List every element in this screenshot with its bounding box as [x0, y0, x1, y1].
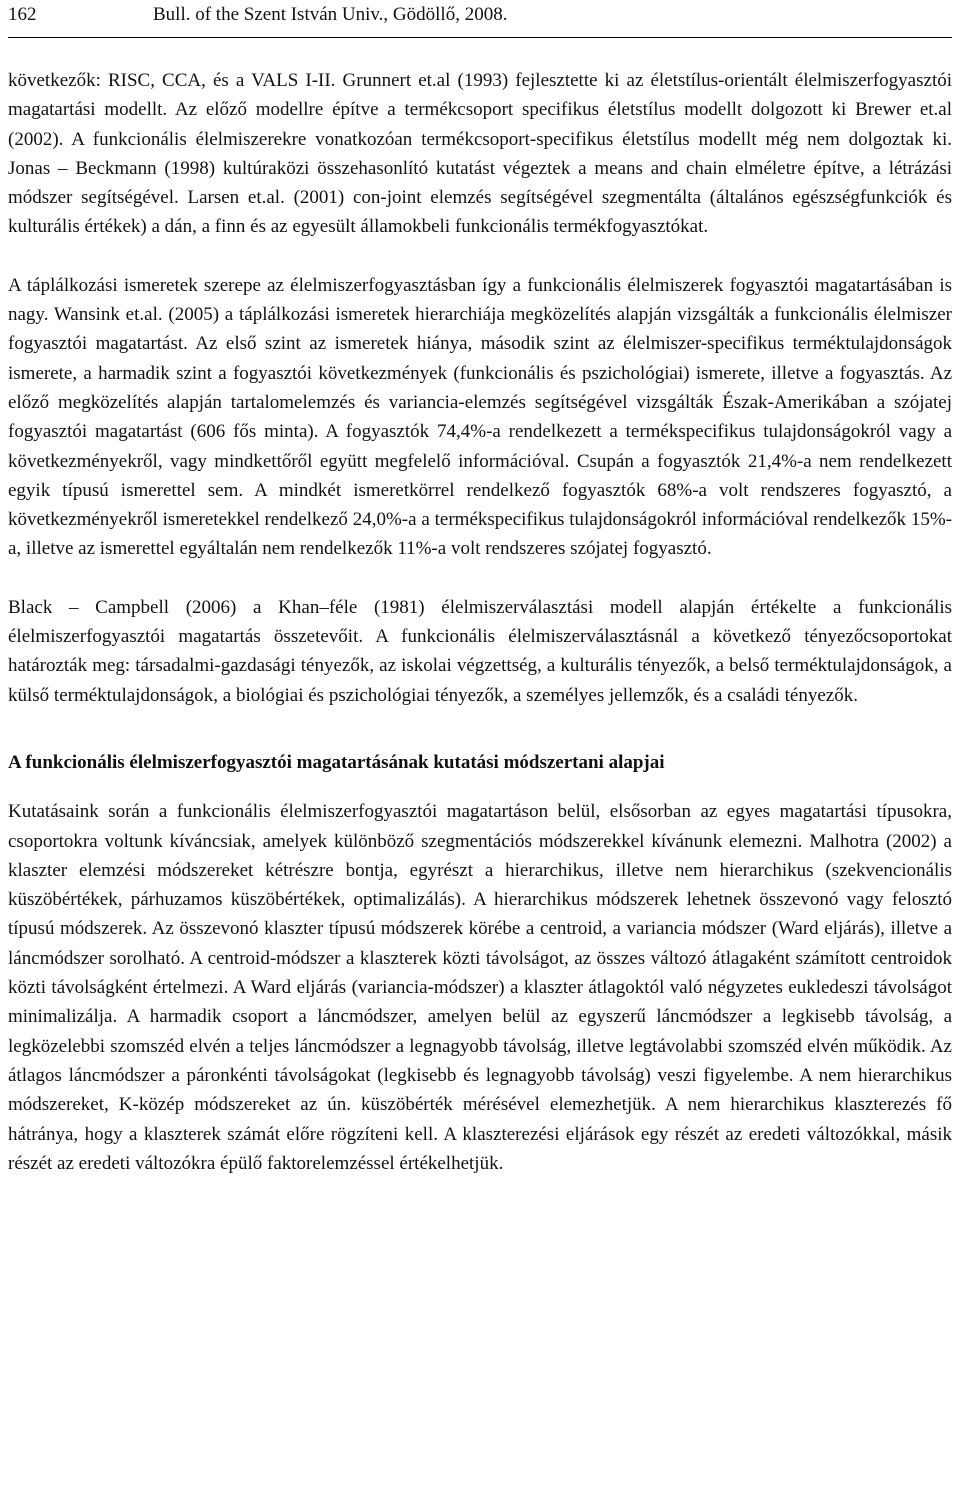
page-number: 162 — [8, 4, 37, 25]
body-text — [8, 66, 952, 1178]
section-heading: A funkcionális élelmiszerfogyasztói magatartásának kutatási módszertani alapjai — [8, 751, 665, 773]
section-paragraph: Kutatásaink során a funkcionális élelmiszerfogyasztói magatartáson belül, elsősorban az egyes magatartási típusokra, csoportokra voltunk kíváncsiak, amelyek különböző szegmentációs módszerekkel kívánunk elemezni. Malhotra (2002) a klaszter elemzési módszereket kétrészre bontja, egyrészt a hierarchikus, illetve nem hierarchikus (szekvencionális küszöbértékek, párhuzamos küszöbértékek, optimalizálás). A hierarchikus módszerek lehetnek összevonó vagy felosztó típusú módszerek. Az összevonó klaszter típusú módszerek körébe a centroid, a variancia módszer (Ward eljárás), illetve a láncmódszer sorolható. A centroid-módszer a klaszterek közti távolságot, az összes változó átlagaként számított centroidok közti távolságként értelmezi. A Ward eljárás (variancia-módszer) a klaszter átlagoktól való négyzetes eukledeszi távolságot minimalizálja. A harmadik csoport a láncmódszer, amelyen belül az egyszerű láncmódszer a legkisebb távolság, a legközelebbi szomszéd elvén a teljes láncmódszer a legnagyobb távolság, illetve legtávolabbi szomszéd elvén működik. Az átlagos láncmódszer a páronkénti távolságokat (legkisebb és legnagyobb távolság) veszi figyelembe. A nem hierarchikus módszereket, K-közép módszereket az ún. küszöbérték mérésével elemezhetjük. A nem hierarchikus klaszterezés fő hátránya, hogy a klaszterek számát előre rögzíteni kell. A klaszterezési eljárások egy részét az eredeti változókkal, másik részét az eredeti változókra épülő faktorelemzéssel értékelhetjük. — [8, 801, 952, 1174]
running-head: Bull. of the Szent István Univ., Gödöllő, 2008. — [153, 4, 508, 25]
paragraph-2: A táplálkozási ismeretek szerepe az élelmiszerfogyasztásban így a funkcionális élelmiszerek fogyasztói magatartásában is nagy. Wansink et.al. (2005) a táplálkozási ismeretek hierarchiája megközelítés alapján vizsgálták a funkcionális élelmiszer fogyasztói magatartást. Az első szint az ismeretek hiánya, második szint az élelmiszer-specifikus terméktulajdonságok ismerete, a harmadik szint a fogyasztói következmények (funkcionális és pszichológiai) ismerete, illetve a fogyasztás. Az előző megközelítés alapján tartalomelemzés és variancia-elemzés segítségével vizsgálták Észak-Amerikában a szójatej fogyasztói magatartást (606 fős minta). A fogyasztók 74,4%-a rendelkezett a termékspecifikus tulajdonságokról vagy a következményekről, vagy mindkettőről együtt megfelelő információval. Csupán a fogyasztók 21,4%-a nem rendelkezett egyik típusú ismerettel sem. A mindkét ismeretkörrel rendelkező fogyasztók 68%-a volt rendszeres fogyasztó, a következményekről ismeretekkel rendelkező 24,0%-a a termékspecifikus tulajdonságokról információval rendelkezők 15%-a, illetve az ismerettel egyáltalán nem rendelkezők 11%-a volt rendszeres szójatej fogyasztó. — [8, 274, 952, 560]
header-rule — [8, 37, 952, 38]
page-header — [8, 0, 952, 30]
paragraph-3: Black – Campbell (2006) a Khan–féle (1981) élelmiszerválasztási modell alapján értékelte a funkcionális élelmiszerfogyasztói magatartás összetevőit. A funkcionális élelmiszerválasztásnál a következő tényezőcsoportokat határozták meg: társadalmi-gazdasági tényezők, az iskolai végzettség, a kulturális tényezők, a belső terméktulajdonságok, a külső terméktulajdonságok, a biológiai és pszichológiai tényezők, a személyes jellemzők, és a családi tényezők. — [8, 596, 952, 706]
paragraph-1: következők: RISC, CCA, és a VALS I-II. Grunnert et.al (1993) fejlesztette ki az életstílus-orientált élelmiszerfogyasztói magatartási modellt. Az előző modellre építve a termékcsoport specifikus életstílus modellt dolgozott ki Brewer et.al (2002). A funkcionális élelmiszerekre vonatkozóan termékcsoport-specifikus életstílus modellt még nem dolgoztak ki. Jonas – Beckmann (1998) kultúraközi összehasonlító kutatást végeztek a means and chain elméletre építve, a létrázási módszer segítségével. Larsen et.al. (2001) con-joint elemzés segítségével szegmentálta (általános egészségfunkciók és kulturális értékek) a dán, a finn és az egyesült államokbeli funkcionális termékfogyasztókat. — [8, 70, 952, 238]
